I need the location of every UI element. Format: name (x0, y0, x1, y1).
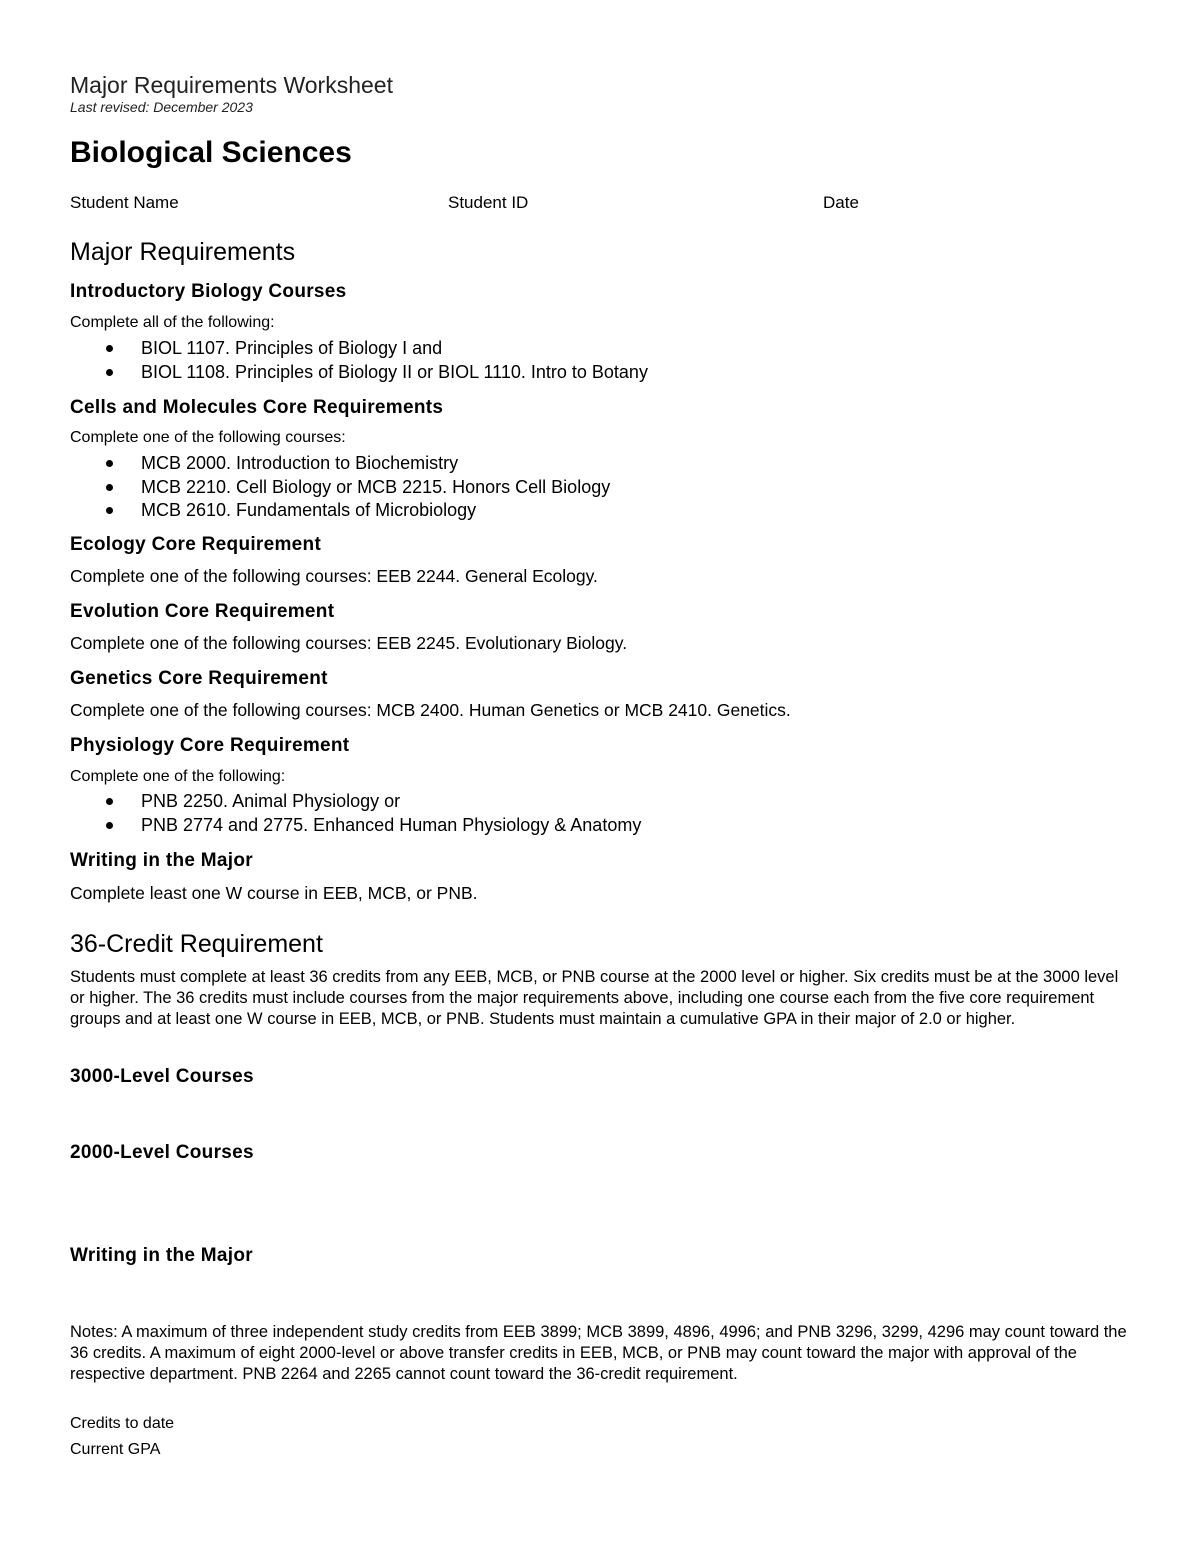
genetics-heading: Genetics Core Requirement (70, 668, 328, 689)
revision-date: Last revised: December 2023 (70, 99, 253, 115)
writing-heading: Writing in the Major (70, 850, 253, 871)
cells-molecules-list (70, 452, 610, 523)
student-id-label: Student ID (448, 193, 529, 212)
worksheet-title: Major Requirements Worksheet (70, 72, 393, 98)
evolution-text: Complete one of the following courses: EEB 2245. Evolutionary Biology. (70, 633, 628, 653)
level-2000-heading: 2000-Level Courses (70, 1142, 254, 1163)
date-label: Date (823, 193, 859, 212)
list-item: PNB 2774 and 2775. Enhanced Human Physiology & Anatomy (70, 814, 641, 838)
physiology-heading: Physiology Core Requirement (70, 735, 350, 756)
intro-biology-lead: Complete all of the following: (70, 314, 275, 331)
writing-major-heading: Writing in the Major (70, 1245, 253, 1266)
major-requirements-heading: Major Requirements (70, 238, 296, 266)
credits-to-date-label: Credits to date (70, 1415, 175, 1432)
ecology-heading: Ecology Core Requirement (70, 534, 322, 555)
level-3000-heading: 3000-Level Courses (70, 1066, 254, 1087)
page-title: Biological Sciences (70, 136, 352, 169)
evolution-heading: Evolution Core Requirement (70, 601, 335, 622)
intro-biology-heading: Introductory Biology Courses (70, 281, 347, 302)
ecology-text: Complete one of the following courses: EEB 2244. General Ecology. (70, 566, 598, 586)
list-item: MCB 2610. Fundamentals of Microbiology (70, 499, 610, 523)
credit-requirement-text: Students must complete at least 36 credits from any EEB, MCB, or PNB course at the 2000 level or higher. Six credits must be at the 3000 level or higher. The 36 credits must include courses from the major requirements above, including one course each from the five core requirement groups and at least one W course in EEB, MCB, or PNB. Students must maintain a cumulative GPA in their major of 2.0 or higher. (70, 968, 1119, 1028)
cells-molecules-heading: Cells and Molecules Core Requirements (70, 397, 444, 418)
list-item: MCB 2000. Introduction to Biochemistry (70, 452, 610, 476)
notes-text: Notes: A maximum of three independent study credits from EEB 3899; MCB 3899, 4896, 4996; and PNB 3296, 3299, 4296 may count toward the 36 credits. A maximum of eight 2000-level or above transfer credits in EEB, MCB, or PNB may count toward the major with approval of the respective department. PNB 2264 and 2265 cannot count toward the 36-credit requirement. (70, 1323, 1127, 1383)
student-name-label: Student Name (70, 193, 179, 212)
list-item: BIOL 1107. Principles of Biology I and (70, 337, 648, 361)
physiology-list (70, 790, 641, 837)
writing-text: Complete least one W course in EEB, MCB, or PNB. (70, 883, 478, 903)
list-item: MCB 2210. Cell Biology or MCB 2215. Honors Cell Biology (70, 476, 610, 500)
credit-requirement-heading: 36-Credit Requirement (70, 930, 323, 958)
physiology-lead: Complete one of the following: (70, 768, 286, 785)
list-item: PNB 2250. Animal Physiology or (70, 790, 641, 814)
intro-biology-list (70, 337, 648, 384)
list-item: BIOL 1108. Principles of Biology II or BIOL 1110. Intro to Botany (70, 361, 648, 385)
genetics-text: Complete one of the following courses: MCB 2400. Human Genetics or MCB 2410. Genetics. (70, 700, 791, 720)
cells-molecules-lead: Complete one of the following courses: (70, 429, 346, 446)
current-gpa-label: Current GPA (70, 1441, 161, 1458)
